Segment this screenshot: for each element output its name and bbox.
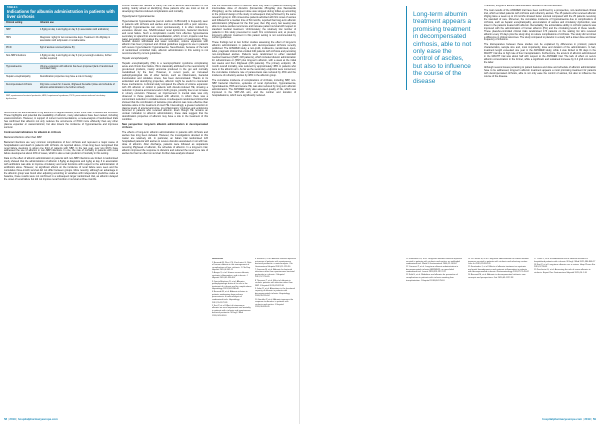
table-cell-use: 40g twice a week for 2 weeks, 40g/week thereafter (dose and schedule of albumin administration to be further refined) <box>40 83 115 89</box>
body-paragraph: Data on the effect of albumin administration in patients with non-SBP infections are limited. A randomised study showed that the administration of albumin 1.5g/kg at diagnosis and 1g/kg at day 3 in association with antibiotics was able to improve circulatory and renal functions with respect to the administration of antibiotics alone. However, no significant effects on the incidence of renal failure were seen and the cumulative three-month survival did not differ between groups. More recently, although an advantage in the albumin group was found after adjusting according to variables with independent predictive value at baseline, these results were not confirmed in a subsequent larger randomised trial, as albumin delayed the onset of renal failure but did not improve renal function or survival at three months. <box>4 157 118 182</box>
reference-item: 17 China L, et al. A randomized trial of albumin infusions in hospitalized patients with cirrhosis. N Engl J Med 2021;384:808-17 <box>534 258 596 263</box>
reference-item: 14 Di Pascoli M, et al. Long-term administration of human albumin improves survival in patients with cirrhosis and refractory ascites. Liver Int 2019;39:98-105 <box>468 258 529 266</box>
issue-label: 2019 <box>584 417 591 421</box>
body-paragraph: These findings led to two further studies assessing the effect of long-term albumin administration in patients with decompensated cirrhosis recently published. The ANSWER study, a non-profit, multicentre, randomised, open-label, pragmatic clinical trial enrolled 440 patients with cirrhosis and persisting non-complicated ascites. Patients were randomised to either standard medical treatment (SMT; 218 patients), which included diuretic administration for refractoriness or (SMT plus long-term albumin, with a week at the initial two weeks and then 40g/week (216 patients). The primary endpoint, 18-month overall mortality, was reduced by approximately 38% in patients who were in the albumin arm. As far as the secondary endpoints were concerned, the cumulative incidence rate of paracentesis was reduced by 46% and the incidence of refractory ascites by 48% in the albumin group. <box>212 41 296 77</box>
albumin-indications-table <box>4 5 118 102</box>
right-column-text <box>484 5 596 255</box>
references-block <box>406 258 464 406</box>
table-cell-use: Detoxification properties may have a role in therapy <box>40 76 93 79</box>
table-cell-use: 6g/l of ascites removed (above 5l) <box>40 47 75 50</box>
page-number: 58 <box>4 417 8 421</box>
issue-label: 2019 <box>9 417 16 421</box>
table-cell-use: Diagnosis: 1g/kg for two consecutive days. Treatment: 20–40g/day in association with terlipressin or noradrenaline <box>40 36 111 42</box>
reference-item: 18 Sort P, et al. Long-term albumin use: a review. Hosp Pharm Eur 2019;97:58-61 <box>534 263 596 269</box>
reference-item: 7 Guevara M, et al. Albumin for bacterial infections other than spontaneous bacterial peritonitis in cirrhosis. J Hepatol 2012;57:759-65 <box>255 268 295 279</box>
table-header <box>4 5 118 21</box>
body-paragraph: Bacterial infections are very common complications of liver cirrhosis and represent a major cause of hospitalisation and death in patients with cirrhosis. As reported above, it has long been recognised that renal failure develops in about one third of patients with SBP. In the last year, over two RCTs have addressed the use of albumin in non-SBP infections. In one, the rate of mortality in patients with renal failure developed at about 20% of cases, which is also a main predictor of mortality in this setting. <box>4 140 118 156</box>
subsection-heading: Hyperdynamic hyponatraemia <box>122 14 155 18</box>
references-block <box>212 258 252 406</box>
table-row <box>4 45 118 53</box>
reference-item: 4 Bernardi M, et al. Albumin infusion in patients undergoing large-volume paracentesis: a meta-analysis of randomized trials. Hepatology 2012;55:1172-81 <box>212 291 248 304</box>
reference-item: 2 Arroyo V, et al. Human serum albumin, systemic inflammation, and cirrhosis. J Hepatol 2014;61:396-407 <box>212 272 250 280</box>
left-column-1 <box>4 112 118 404</box>
table-row <box>4 53 118 64</box>
reference-item: 3 Garcia-Martinez R, et al. Albumin: pathophysiologic basis of its role in the treatment of cirrhosis and its complications. Hepatology 2013;58:1836-46 <box>212 280 252 291</box>
page-footer-left: 58 | 2019 | hospitalpharmacyeurope.com <box>4 417 58 421</box>
reference-item: 10 Gentilini P, et al. Albumin improves the response to diuretics in patients with cirrhosis and ascites. J Hepatol 1999;30:639-45 <box>255 298 294 309</box>
table-cell-setting: Hyponatraemia <box>6 65 22 68</box>
table-row <box>4 74 118 82</box>
section-heading: New perspective: long-term albumin administration in decompensated cirrhosis <box>122 123 208 130</box>
table-row <box>4 35 118 46</box>
body-paragraph: The effects of long-term albumin administration in patients with cirrhosis and ascites has long been debated. However, the investigations devoted to this matter are relatively old. In particular, an Italian trial randomised 126 hospitalised patients with ascites to receive diuretics associated or not with low-dose of albumin. After discharge, patients were followed as outpatients receiving 25g/week of albumin, the schedule of albumin. In a long-term trial, albumin improved the response to diuretics and reduced the recurrence rate of ascites but had no effect on survival. Further data analysis showed <box>122 131 208 155</box>
body-paragraph: Although several issues pertaining to patient features and dose and schedule of albumin administration have to be addressed, long-term albumin treatment appears a most promising treatment for patients with decompensated cirrhosis, able to not only ease the control of ascites, but also to influence the course of the disease. <box>484 66 596 78</box>
right-page <box>300 0 600 424</box>
body-paragraph: The cumulative incidence of complications of cirrhosis, including SBP, non-SBP bacterial infections, episodes of renal dysfunction, hyponatraemia, hyperkalaemia, HRS and severe HE, was also reduced by long-term albumin administration. The ANSWER study also assessed quality of life, which was improved in the SMT+HA arm, and the number and duration of hospitalisations, which were significantly reduced. <box>212 78 296 97</box>
site-link[interactable]: hospitalpharmacyeurope.com <box>17 417 58 421</box>
body-paragraph: Therefore, long-term albumin administration resulted to be cost-effective. <box>484 5 563 7</box>
table-label: TABLE 1 <box>7 6 18 9</box>
subsection-heading: Hepatic encephalopathy <box>122 57 149 61</box>
reference-item: 1 Bernardi M, Ricci CS, Zaccherini G. Role of human albumin in the management of complications of liver cirrhosis. J Clin Exp Hepatol 2014;4:302-11 <box>212 261 252 272</box>
table-row <box>4 27 118 35</box>
table-cell-setting: SBP <box>6 29 11 32</box>
reference-item: 6 Salerno F, et al. Albumin infusion improves outcomes of patients with spontaneous bacterial peritonitis: a meta-analysis. Clin Gastroenterol Hepatol 2013;11:123-30 <box>255 258 296 268</box>
body-paragraph: Hypervolaemic hyponatraemia (serum sodium <135mmol/l) is frequently seen in patients with cirrhosis and ascites and is associated with a poor outcome. Although hyponatraemia can occur spontaneously, it is often induced by excessive diuretic use, NSAID-related renal dysfunction, bacterial infections and renal failure. Such a complication results from effective hypovolaemia secondary to splanchnic arterial vasodilatation, which, in turn, impairs renal free water generation and evokes the non-osmotic secretion of vasopressin. Thus, besides diuretic withdrawal and water restriction, volume expansion with albumin has been proposed and clinical guidelines suggest its use in patients with severe hypervolaemic hyponatraemia. Nevertheless, because of the lack of randomised controlled trials, albumin administration in this setting is not recommended by current guidelines. <box>122 19 208 56</box>
reference-item: 16 Bernardi M, et al. Albumin in decompensated cirrhosis: new concepts and perspectives. Gut 2020;69:1127-38 <box>468 274 526 280</box>
page-footer-right: hospitalpharmacyeurope.com | 2019 | 59 <box>542 417 596 421</box>
table-cell-setting: PICD <box>6 47 12 50</box>
reference-item: 13 Solà E, et al. Midodrine and albumin for prevention of complications in patients with cirrhosis awaiting liver transplantation. J Hepatol 2018;69:1250-9 <box>406 274 458 282</box>
table-cell-use: 1.5g/kg on day 1 and 1g/kg on day 3 (not yet enough evidence, further studies required) <box>40 55 112 60</box>
reference-item: 15 Fernández J, et al. Effects of albumin treatment on systemic and portal hemodynamics and systemic inflammation in patients with decompensated cirrhosis. Gastroenterology 2019;157:149-62 <box>468 266 529 274</box>
body-paragraph: Hepatic encephalopathy (HE) is a neuropsychiatric syndrome complicating acute and chronic liver failure. HE is classically attributed to the neurotoxicity of gut-derived products, mainly ammonia produced in the gut and normally metabolised by the liver. However, in recent years, an increased pathophysiological role of other factors, such as inflammation, bacterial translocation and oxidative stress, has been demonstrated. Thanks to its antioxidant and detoxifying properties, albumin might be useful to counteract these mechanisms. A clinical study compared the effects of volume expansion with 4% albumin or colloid in patients with diuretic-induced HE, showing a reduction in plasma ammonia levels in both groups, possibly due to an increase in urinary excretion. However, an improvement in mental state was only observed in those patients treated with albumin, in whom there was a concomitant reduction in oxidative stress. A subsequent randomised clinical trial showed that the combination of lactulose plus albumin was more effective than lactulose alone in the treatment of overt HE. Interestingly, a greater reduction in plasma levels of arterial ammonia, pro-inflammatory cytokines and endotoxins occurred in patients who received albumin. Even though HE remains an unclear indication to albumin administration, these data suggest that the detoxification properties of albumin may have a role in the treatment of this condition. <box>122 62 208 122</box>
table-body <box>4 27 118 92</box>
table-row <box>4 64 118 75</box>
body-paragraph: recommend the administration of 8g albumin/l of tapped ascites, when more than 5l ascites are removed. These highlights and potential low availability of albumin, many alternatives have been tested, including vasoconstrictors. However, in support of current recommendations, a meta-analysis of randomised trials has confirmed that albumin not only reduces the occurrence of PICD more efficiently than any other plasma expander or vasoconstrictor, but also lowers the incidence of hyponatraemia and improves survival. <box>4 112 118 129</box>
table-cell-use: 1.5g/kg on day 1 and 1g/kg on day 3 (in association with antibiotics) <box>40 29 109 32</box>
table-cell-setting: Decompensated cirrhosis <box>6 83 32 86</box>
body-paragraph: that the beneficial effects of albumin were only seen in patients receiving an intermediate dose of diuretics (furosemide 25mg/day plus flavoxanide 25mg/day), as the subsequent dose was stopped during follow-up according to the protocol design of the study. A subsequent trial performed by the same research group in 100 consecutive patients admitted with first onset of ascites and followed for a median time of 84 months, reported that long-term albumin administration (25g/week for the first year, then 25g every two weeks) was able to reduce ascites recurrence and increase patient survival with respect to standard medical treatment. Unfortunately, the relatively low number of patients in this study prevented to reach firm conclusions and, at present, long-term albumin treatment in this patient setting is not recommended by current guidelines. <box>212 5 296 40</box>
reference-item: 5 Sort P, et al. Effect of intravenous albumin on renal impairment and mortality in patients with cirrhosis and spontaneous bacterial peritonitis. N Engl J Med 1999;341:403-9 <box>212 304 251 317</box>
table-title: Indications for albumin administration in patients with liver cirrhosis <box>7 8 115 19</box>
section-heading: Controversial indications for albumin in cirrhosis <box>4 130 62 134</box>
left-column-3 <box>212 5 296 255</box>
site-link[interactable]: hospitalpharmacyeurope.com <box>542 417 583 421</box>
body-paragraph: The discrepancies between these studies can be explained by differences in protocol, patient characteristics, sample size and, most importantly, dose and duration of the administration. In fact, treatment length exceeded one year in the ANSWER study, while it was limited to 80 days in the MACHT trial due to high rate of liver transplantation. Furthermore, the amount of albumin administered in the MACHT trial was about half with respect to the ANSWER trial. The lack of effect on serum albumin concentration in the former, while a significant and sustained increase by 0.4 g/dl occurred in the latter. <box>484 43 596 65</box>
reference-item: 19 Zaccherini G, et al. Assessing the role of serum albumin in cirrhosis. Expert Rev Gastroenterol Hepatol 2020;14:1-10 <box>534 269 591 274</box>
table-cell-setting: Hepatic encephalopathy <box>6 76 31 79</box>
table-cell-setting: Non-SBP infections <box>6 55 26 58</box>
pull-quote <box>406 6 478 90</box>
page-number: 59 <box>592 417 596 421</box>
table-row <box>4 82 118 93</box>
table-cell-use: Volume expansion with albumin has been proposed (lack of randomised controlled trials) <box>40 65 114 71</box>
table-cell-setting: HRS <box>6 36 11 39</box>
left-column-2 <box>122 5 208 407</box>
reference-item: 9 Jalan R, et al. Alterations in the functional capacity of albumin in patients with decompensated cirrhosis. Hepatology 2009;50:555-64 <box>255 287 295 298</box>
references-block <box>255 258 296 406</box>
reference-item: 8 Thevenot T, et al. Effect of albumin in cirrhotic patients with infection other than SBP. J Hepatol 2015;62:822-30 <box>255 279 293 287</box>
body-paragraph: The main results of the ANSWER trial have been confirmed by a prospective, non-randomised clinical trial, which enrolled patients with cirrhosis and refractory ascites. The 45 patients who received albumin 20g/kg twice a week up to 24 months showed better survival compared with the 25 patients receiving the standard of care. Moreover, the cumulative incidence of hyponatraemia due to complications of cirrhosis, such as hepatic encephalopathy, accumulation of ascites and circulatory dysfunction, was lower in the patients treated with albumin. Remarkably, the antioxidative ability in cirrhotic patients was improved with the administration of human albumin (HA) and the circulating levels of these results. These placebo-controlled clinical trials randomised 173 patients on the waiting list who received albumin every 15 days plus the study drug to reduce complications of cirrhosis. The study did not show a difference in clinical outcomes. The study compared to placebo in a study with a lower dose and lower frequency of infusions. <box>484 8 596 42</box>
subsection-heading: Bacterial infections other than SBP <box>4 135 42 139</box>
reference-item: 11 Romanelli RG, et al. Long-term albumin infusion improves survival in patients with cirrhosis and ascites: an unblinded randomized trial. World J Gastroenterol 2006;12:1403-7 <box>406 258 462 266</box>
reference-item: 12 Caraceni P, et al. Long-term albumin administration in decompensated cirrhosis (ANSWER): an open-label randomised trial. Lancet 2018;391:2417-29 <box>406 266 459 274</box>
table-footnote: SBP, spontaneous bacterial peritonitis; HRS, hepatorenal syndrome; PICD, paracentesis-induced circulatory dysfunction <box>4 92 118 102</box>
column-header-use: Albumin use <box>40 22 54 25</box>
references-heading: References <box>212 258 224 260</box>
pull-quote-text: Long-term albumin treatment appears a promising treatment in decompensated cirrhosis, able to not only ease the control of ascites, but also to influence the course of the disease <box>413 11 472 85</box>
body-paragraph: Further studies are needed to clarify the role of albumin administration in this setting, mainly aimed at identifying those patients who are most at risk of developing infection-induced complications and mortality. <box>122 5 208 13</box>
references-block <box>468 258 530 406</box>
references-block <box>534 258 596 406</box>
column-header-setting: Clinical setting <box>6 22 23 25</box>
